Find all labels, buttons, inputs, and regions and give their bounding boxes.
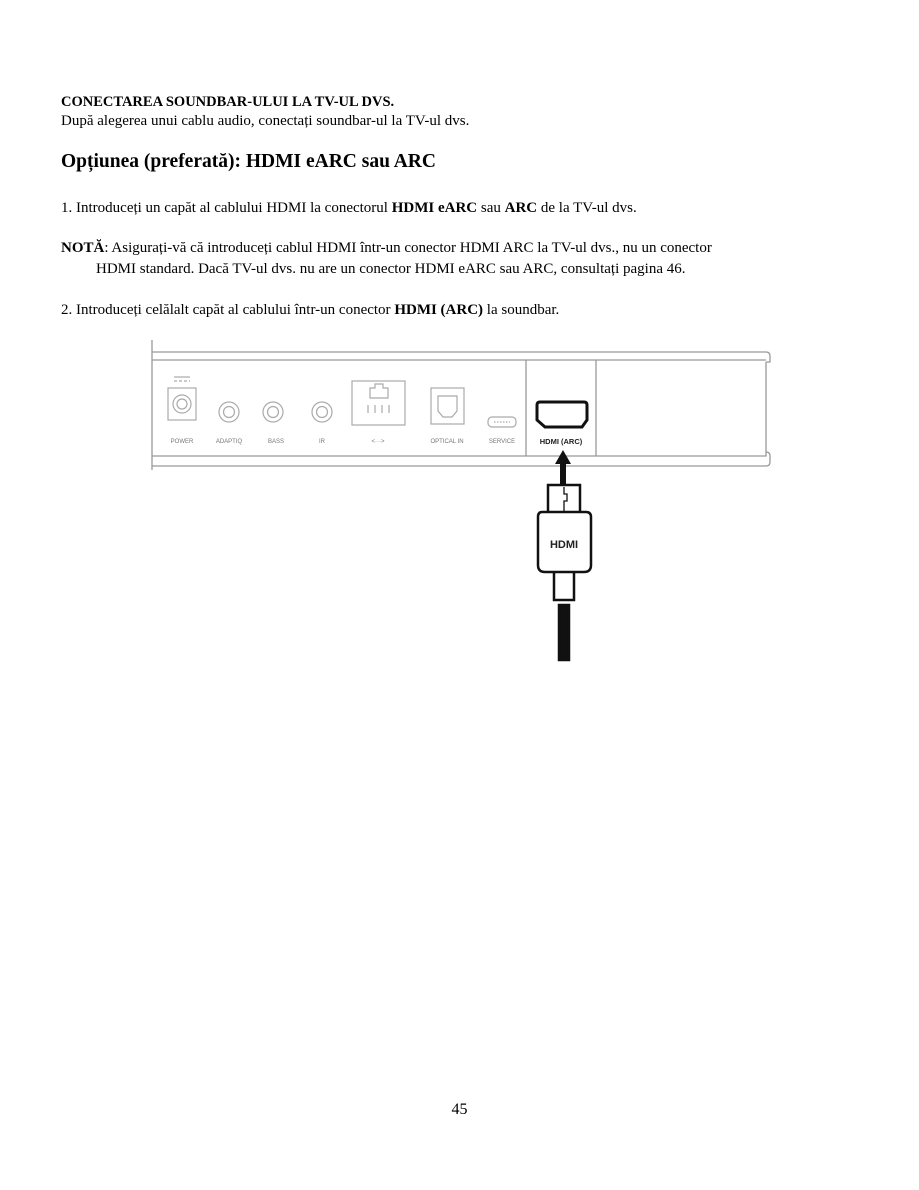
option-heading: Opțiunea (preferată): HDMI eARC sau ARC bbox=[61, 151, 436, 172]
port-label-ethernet: <···> bbox=[371, 439, 385, 445]
intro-text: După alegerea unui cablu audio, conectați soundbar-ul la TV-ul dvs. bbox=[61, 113, 470, 129]
step-2 bbox=[61, 302, 559, 319]
port-label-ir: IR bbox=[319, 439, 325, 445]
step-1-text: 1. Introduceți un capăt al cablului HDMI la conectorul bbox=[61, 200, 392, 216]
step-2-text: la soundbar. bbox=[483, 302, 560, 318]
hdmi-plug-icon bbox=[538, 485, 591, 660]
adaptiq-port-icon bbox=[219, 402, 239, 422]
bass-port-icon bbox=[263, 402, 283, 422]
note-line-2: HDMI standard. Dacă TV-ul dvs. nu are un conector HDMI eARC sau ARC, consultați pagina 46. bbox=[96, 261, 686, 277]
step-2-text: 2. Introduceți celălalt capăt al cablului într-un conector bbox=[61, 302, 395, 318]
port-label-adaptiq: ADAPTIQ bbox=[215, 439, 243, 445]
port-label-service: SERVICE bbox=[488, 439, 516, 445]
service-port-icon bbox=[488, 417, 516, 427]
step-1-text: de la TV-ul dvs. bbox=[537, 200, 637, 216]
step-1-bold-hdmi-earc: HDMI eARC bbox=[391, 200, 478, 216]
note-label: NOTĂ bbox=[61, 240, 105, 256]
optical-port-icon bbox=[431, 388, 464, 424]
step-2-bold-hdmi-arc: HDMI (ARC) bbox=[394, 302, 484, 318]
plug-label: HDMI bbox=[549, 539, 579, 551]
hdmi-arc-port-icon bbox=[537, 402, 587, 427]
step-1 bbox=[61, 200, 637, 217]
note-line-1: : Asigurați-vă că introduceți cablul HDMI într-un conector HDMI ARC la TV-ul dvs., nu un conector bbox=[104, 240, 712, 256]
step-1-bold-arc: ARC bbox=[504, 200, 538, 216]
ir-port-icon bbox=[312, 402, 332, 422]
soundbar-connection-diagram bbox=[140, 338, 780, 668]
port-label-hdmi-arc: HDMI (ARC) bbox=[539, 437, 583, 446]
port-label-optical: OPTICAL IN bbox=[430, 439, 464, 445]
insert-arrow-icon bbox=[555, 450, 571, 484]
power-port-icon bbox=[168, 377, 196, 420]
soundbar-panel bbox=[152, 340, 770, 470]
port-label-bass: BASS bbox=[267, 439, 285, 445]
note bbox=[61, 240, 712, 257]
ethernet-port-icon bbox=[352, 381, 405, 425]
page-number: 45 bbox=[451, 1101, 468, 1118]
port-label-power: POWER bbox=[170, 439, 194, 445]
step-1-text: sau bbox=[477, 200, 505, 216]
section-title: CONECTAREA SOUNDBAR-ULUI LA TV-UL DVS. bbox=[61, 94, 395, 110]
